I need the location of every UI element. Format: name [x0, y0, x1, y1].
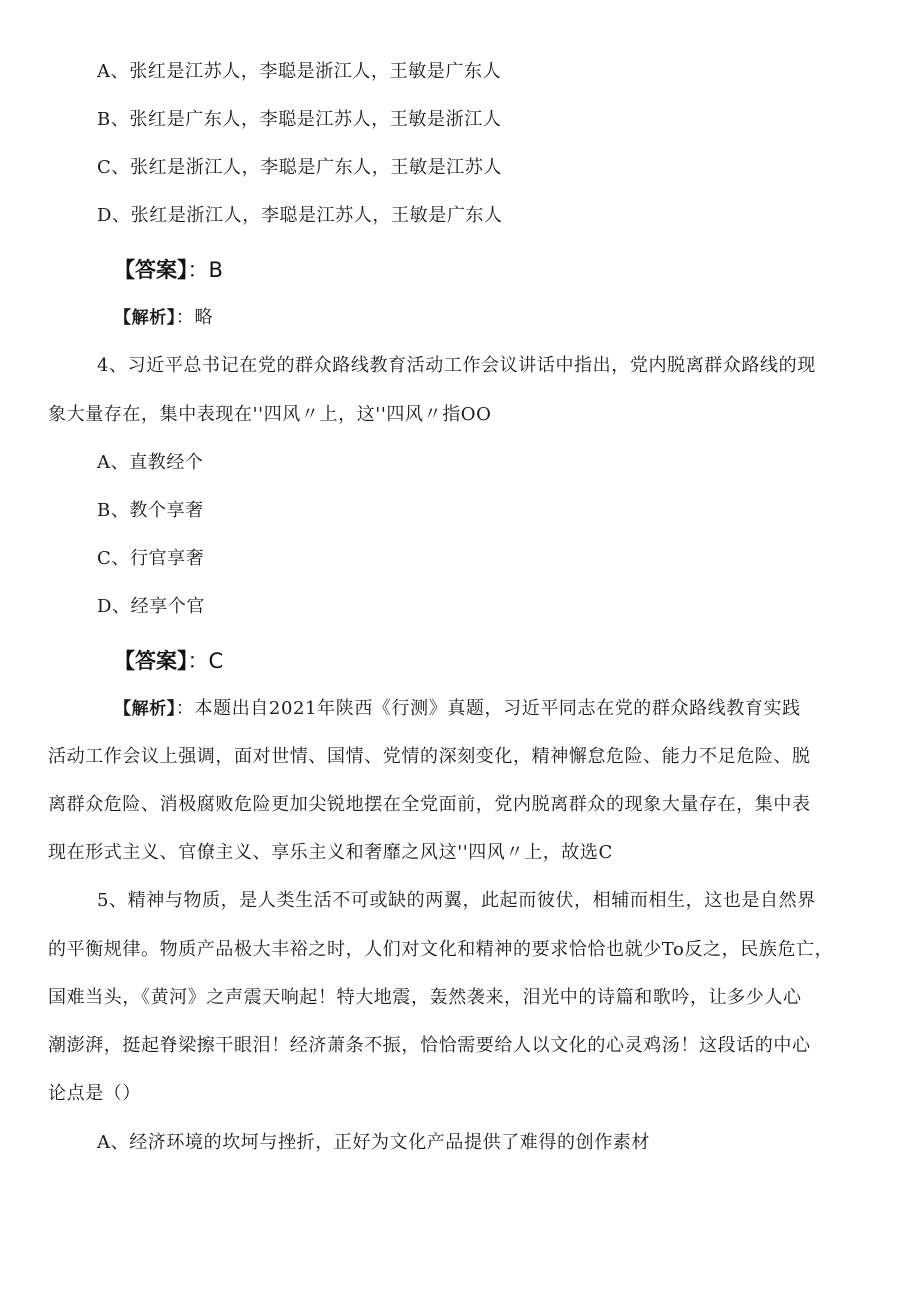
q3-option-d: D、张红是浙江人，李聪是江苏人，王敏是广东人 — [97, 205, 503, 226]
q4-stem-line-2: 象大量存在，集中表现在''四风〃上，这''四风〃指OO — [48, 404, 492, 425]
q5-stem-line-4: 潮澎湃，挺起脊梁擦干眼泪！经济萧条不振，恰恰需要给人以文化的心灵鸡汤！这段话的中心 — [48, 1035, 811, 1056]
q4-answer-tag: 【答案】 — [114, 649, 188, 673]
q4-answer — [114, 647, 223, 675]
q5-stem-line-1: 5、精神与物质，是人类生活不可或缺的两翼，此起而彼伏，相辅而相生，这也是自然界 — [97, 890, 816, 911]
q3-analysis — [114, 306, 213, 330]
q3-analysis-tag: 【解析】 — [114, 308, 176, 328]
q4-answer-value: ：C — [187, 649, 224, 673]
q3-answer-tag: 【答案】 — [114, 258, 188, 282]
q4-analysis-line-4: 现在形式主义、官僚主义、享乐主义和奢靡之风这''四风〃上，故选C — [48, 842, 613, 863]
q4-analysis-line-1 — [114, 697, 801, 721]
q5-stem-line-2: 的平衡规律。物质产品极大丰裕之时，人们对文化和精神的要求恰恰也就少To反之，民族危亡， — [48, 939, 834, 960]
q5-stem-line-5: 论点是（） — [48, 1083, 141, 1104]
q5-option-a: A、经济环境的坎坷与挫折，正好为文化产品提供了难得的创作素材 — [97, 1132, 650, 1153]
q3-answer-value: ：B — [187, 258, 223, 282]
q5-stem-line-3: 国难当头，《黄河》之声震天响起！特大地震，轰然袭来，泪光中的诗篇和歌吟，让多少人心 — [48, 987, 802, 1008]
q3-option-c: C、张红是浙江人，李聪是广东人，王敏是江苏人 — [97, 157, 502, 178]
q4-analysis-tag: 【解析】 — [114, 699, 176, 719]
q3-option-b: B、张红是广东人，李聪是江苏人，王敏是浙江人 — [97, 109, 502, 130]
q4-stem-line-1: 4、习近平总书记在党的群众路线教育活动工作会议讲话中指出，党内脱离群众路线的现 — [97, 355, 816, 376]
q3-analysis-text: ：略 — [175, 307, 214, 328]
q3-option-a: A、张红是江苏人，李聪是浙江人，王敏是广东人 — [97, 61, 502, 82]
q4-option-c: C、行官享奢 — [97, 548, 205, 569]
q4-analysis-text-1: ：本题出自2021年陕西《行测》真题，习近平同志在党的群众路线教育实践 — [175, 698, 801, 719]
q4-option-b: B、教个享奢 — [97, 500, 204, 521]
q4-option-d: D、经享个官 — [97, 596, 206, 617]
q3-answer — [114, 256, 223, 284]
q4-option-a: A、直教经个 — [97, 452, 204, 473]
q4-analysis-line-2: 活动工作会议上强调，面对世情、国情、党情的深刻变化，精神懈怠危险、能力不足危险、脱 — [48, 746, 811, 767]
q4-analysis-line-3: 离群众危险、消极腐败危险更加尖锐地摆在全党面前，党内脱离群众的现象大量存在，集中表 — [48, 794, 811, 815]
